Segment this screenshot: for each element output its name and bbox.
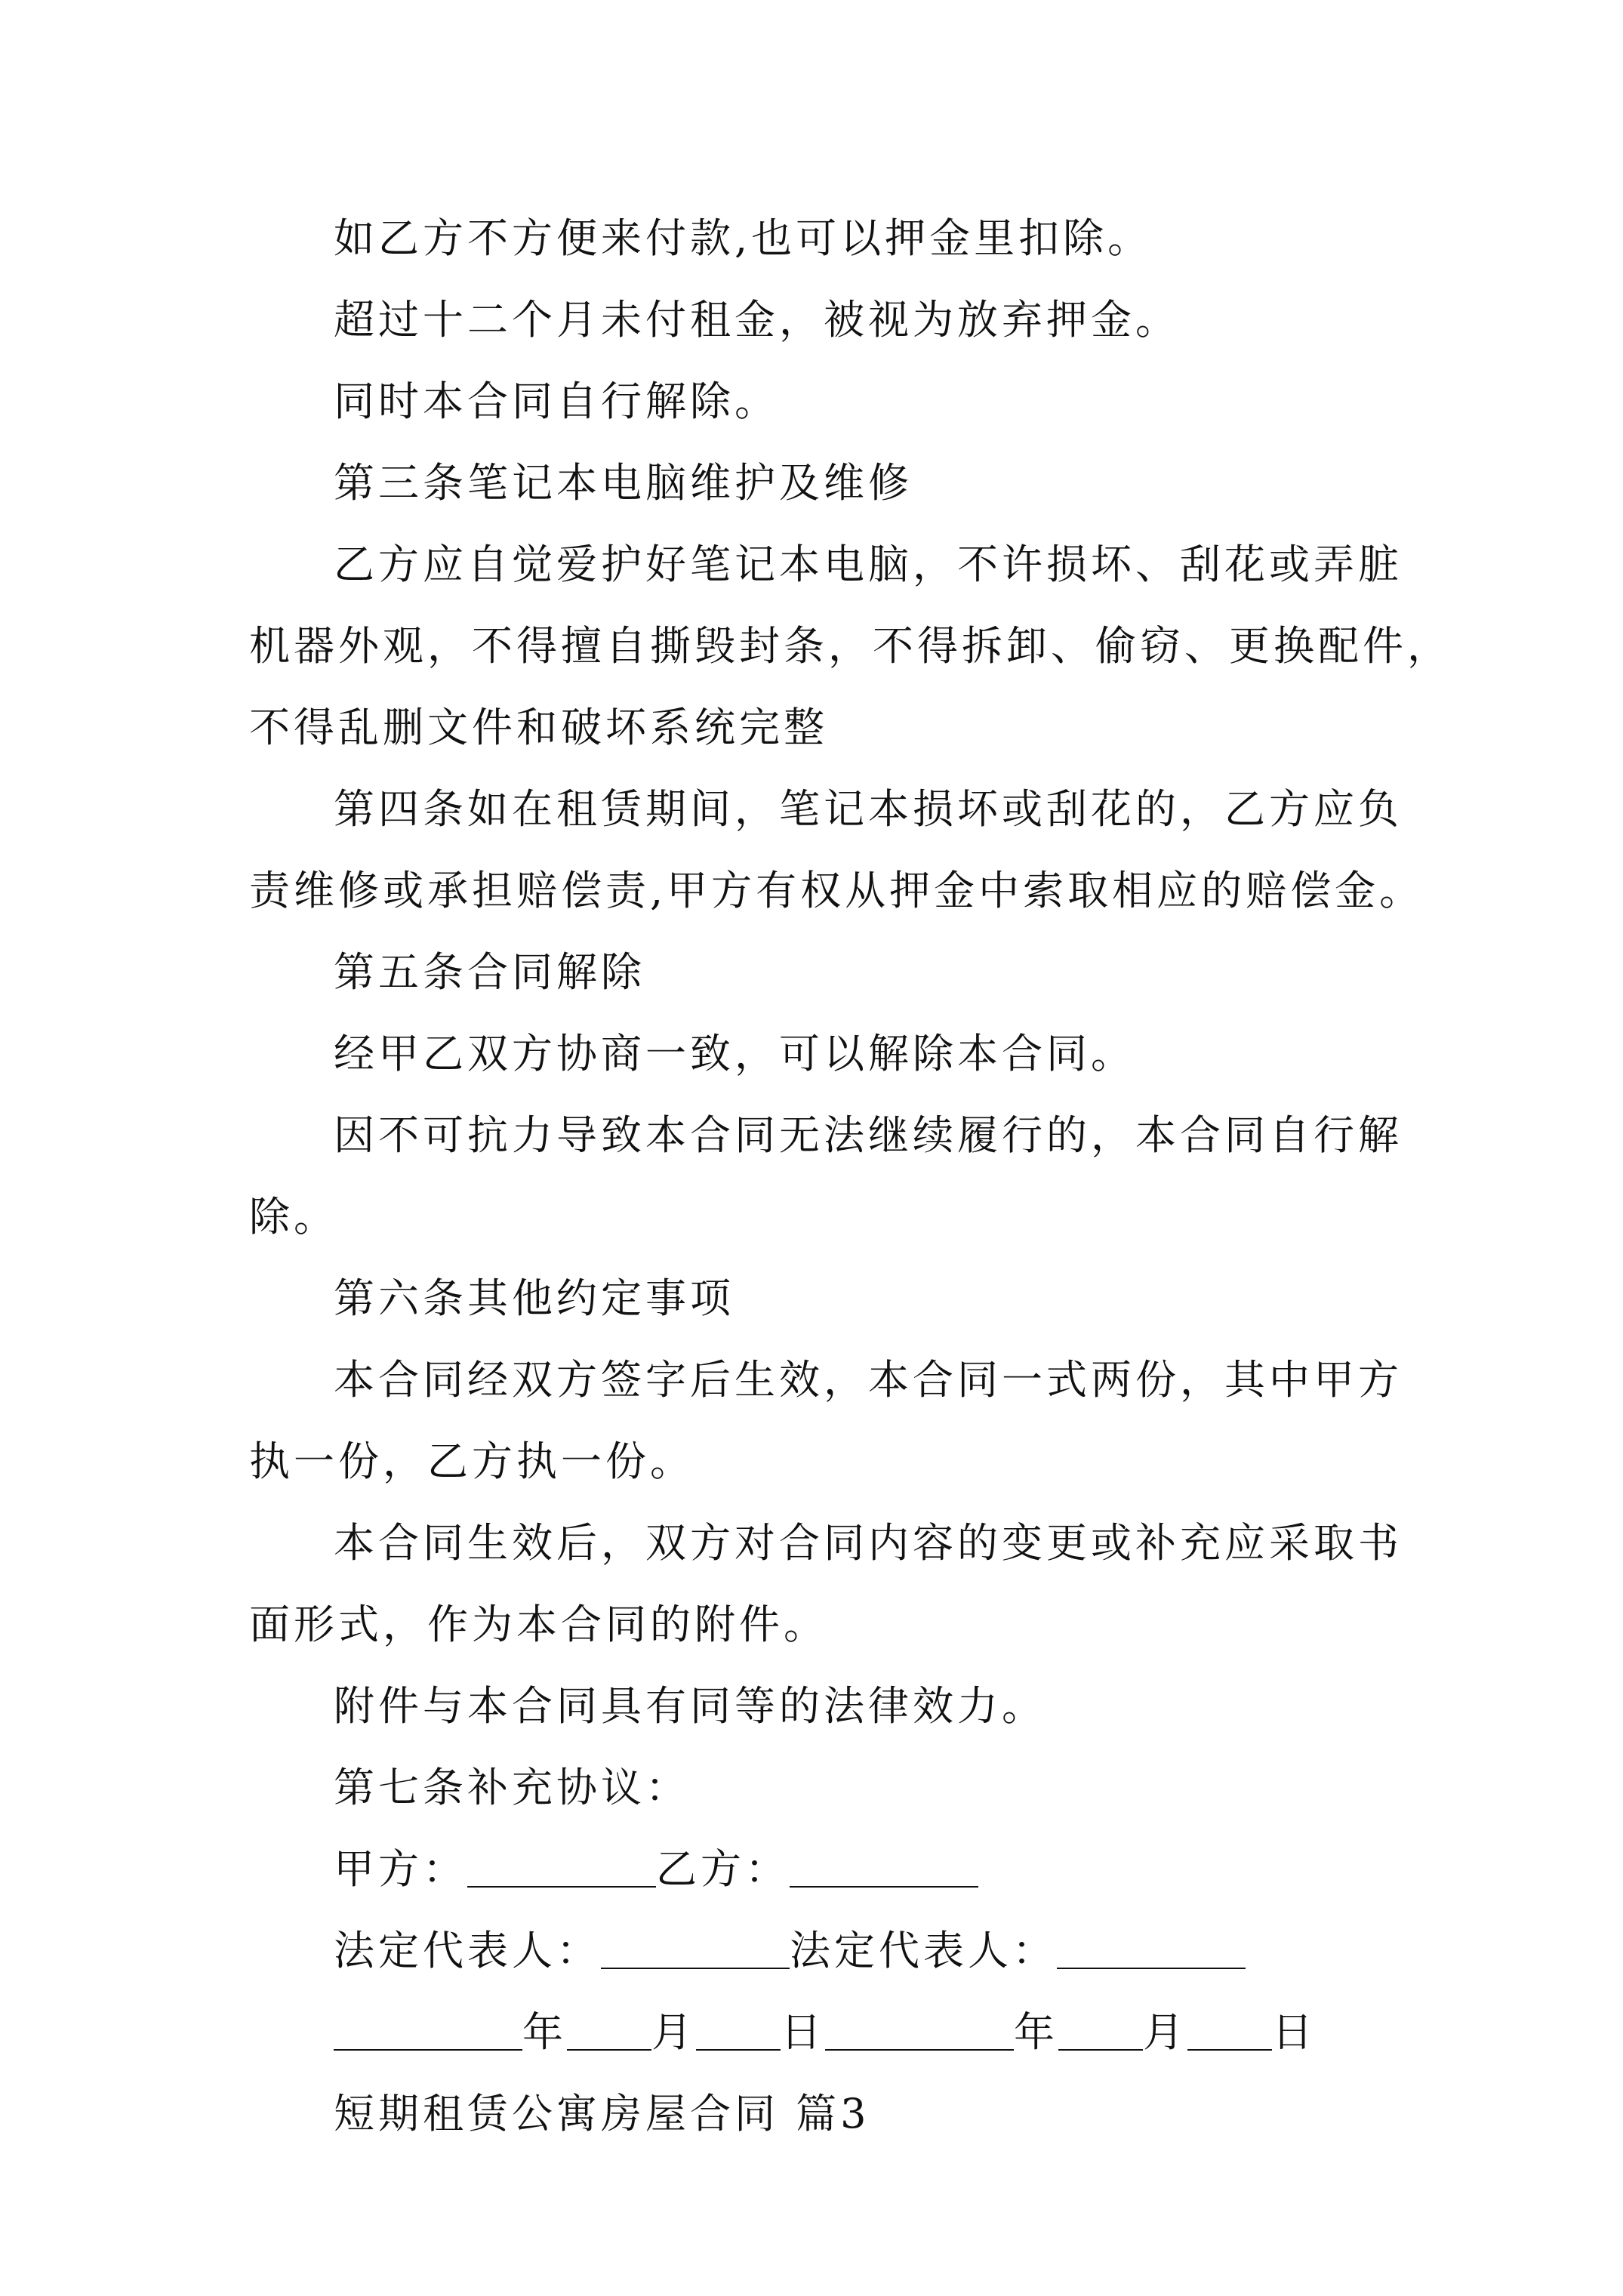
paragraph-line-continued: 面形式，作为本合同的附件。 — [249, 1601, 828, 1648]
paragraph-line: 经甲乙双方协商一致，可以解除本合同。 — [334, 1030, 1135, 1077]
paragraph-line-continued: 机器外观，不得擅自撕毁封条，不得拆卸、偷窃、更换配件， — [249, 622, 1452, 670]
paragraph-line: 附件与本合同具有同等的法律效力。 — [334, 1682, 1046, 1730]
date-a-year-blank — [334, 2011, 522, 2051]
rep-b-blank — [1057, 1929, 1246, 1969]
party-b-label: 乙方： — [656, 1845, 790, 1893]
rep-b-label: 法定代表人： — [790, 1927, 1057, 1974]
date-a-month-label: 月 — [651, 2008, 696, 2056]
paragraph-line: 超过十二个月未付租金，被视为放弃押金。 — [334, 296, 1180, 344]
section-heading-article-3: 第三条笔记本电脑维护及维修 — [334, 459, 913, 507]
section-heading-article-5: 第五条合同解除 — [334, 948, 645, 996]
paragraph-line-continued: 责维修或承担赔偿责,甲方有权从押金中索取相应的赔偿金。 — [249, 867, 1424, 914]
section-heading-article-4: 第四条如在租赁期间，笔记本损坏或刮花的，乙方应负 — [334, 785, 1403, 833]
paragraph-line-continued: 执一份，乙方执一份。 — [249, 1438, 694, 1485]
date-a-day-label: 日 — [781, 2008, 825, 2056]
paragraph-line: 如乙方不方便来付款,也可以押金里扣除。 — [334, 214, 1153, 262]
party-a-label: 甲方： — [334, 1845, 467, 1893]
date-a-month-blank — [567, 2011, 651, 2051]
paragraph-line-continued: 不得乱删文件和破坏系统完整 — [249, 704, 828, 751]
paragraph-line: 本合同生效后，双方对合同内容的变更或补充应采取书 — [334, 1519, 1403, 1567]
section-heading-article-7: 第七条补充协议： — [334, 1764, 690, 1811]
signature-date-line — [249, 1992, 1381, 2073]
paragraph-line-continued: 除。 — [249, 1193, 338, 1240]
date-b-year-blank — [825, 2011, 1014, 2051]
date-b-day-blank — [1187, 2011, 1272, 2051]
party-b-blank — [790, 1848, 978, 1888]
rep-a-label: 法定代表人： — [334, 1927, 601, 1974]
document-body — [249, 198, 1452, 2155]
signature-parties-line — [249, 1829, 1381, 1910]
date-b-year-label: 年 — [1014, 2008, 1058, 2056]
date-a-year-label: 年 — [522, 2008, 567, 2056]
party-a-blank — [467, 1848, 656, 1888]
paragraph-line: 本合同经双方签字后生效，本合同一式两份，其中甲方 — [334, 1356, 1403, 1404]
date-b-month-label: 月 — [1143, 2008, 1187, 2056]
next-section-heading: 短期租赁公寓房屋合同 篇3 — [334, 2090, 870, 2137]
date-b-month-blank — [1058, 2011, 1143, 2051]
section-heading-article-6: 第六条其他约定事项 — [334, 1274, 735, 1322]
paragraph-line: 乙方应自觉爱护好笔记本电脑，不许损坏、刮花或弄脏 — [334, 541, 1403, 588]
rep-a-blank — [601, 1929, 790, 1969]
signature-representatives-line — [249, 1910, 1381, 1992]
date-b-day-label: 日 — [1272, 2008, 1317, 2056]
paragraph-line: 因不可抗力导致本合同无法继续履行的，本合同自行解 — [334, 1111, 1403, 1159]
date-a-day-blank — [696, 2011, 781, 2051]
paragraph-line: 同时本合同自行解除。 — [334, 378, 779, 425]
